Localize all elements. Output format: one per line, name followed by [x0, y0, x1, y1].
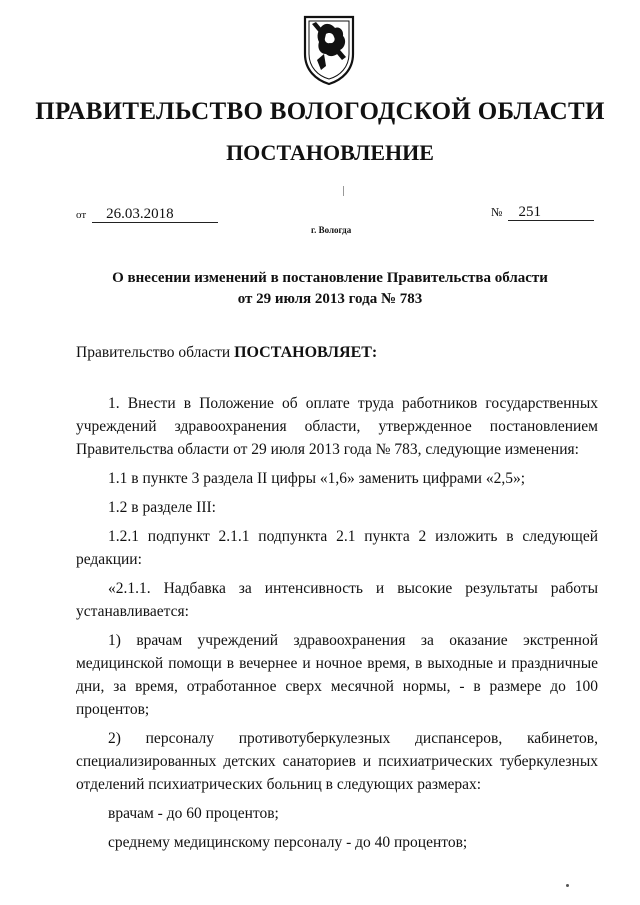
coat-of-arms-emblem: [302, 14, 356, 86]
city-name: г. Вологда: [311, 225, 352, 235]
date-value: 26.03.2018: [92, 206, 218, 223]
paragraph-5: «2.1.1. Надбавка за интенсивность и высокие результаты работы устанавливается:: [76, 580, 598, 620]
margin-tick: [343, 186, 344, 196]
paragraph-9: среднему медицинскому персоналу - до 40 процентов;: [108, 834, 468, 851]
paragraph-7: 2) персоналу противотуберкулезных диспансеров, кабинетов, специализированных детских санаториев и психиатрических туберкулезных отделений психиатрических больниц в следующих размерах:: [76, 730, 598, 793]
document-body: [76, 392, 598, 854]
document-subject: [60, 268, 600, 310]
scan-dot: [566, 884, 569, 887]
paragraph-4: 1.2.1 подпункт 2.1.1 подпункта 2.1 пункта 2 изложить в следующей редакции:: [76, 528, 598, 568]
decree-verb: ПОСТАНОВЛЯЕТ:: [234, 344, 378, 361]
number-label: №: [491, 205, 503, 219]
paragraph-2: 1.1 в пункте 3 раздела II цифры «1,6» заменить цифрами «2,5»;: [108, 470, 526, 487]
decree-prefix: Правительство области: [76, 344, 231, 361]
subject-line-2: от 29 июля 2013 года № 783: [237, 291, 423, 307]
paragraph-6: 1) врачам учреждений здравоохранения за оказание экстренной медицинской помощи в вечернее и ночное время, в выходные и праздничные дни, за время, отработанное сверх месячной нормы, - в размере до 100 процентов;: [76, 632, 598, 718]
decree-statement: [76, 344, 377, 362]
number-value: 251: [508, 204, 594, 221]
subject-line-1: О внесении изменений в постановление Правительства области: [112, 270, 548, 286]
date-label: от: [76, 209, 87, 221]
date-field: [76, 206, 218, 223]
number-field: [491, 204, 594, 221]
paragraph-1: 1. Внести в Положение об оплате труда работников государственных учреждений здравоохранения области, утвержденное постановлением Правительства области от 29 июля 2013 года № 783, следующие изменения:: [76, 395, 598, 458]
paragraph-3: 1.2 в разделе III:: [108, 499, 216, 516]
document-type: ПОСТАНОВЛЕНИЕ: [226, 140, 434, 165]
paragraph-8: врачам - до 60 процентов;: [108, 805, 279, 822]
government-title: ПРАВИТЕЛЬСТВО ВОЛОГОДСКОЙ ОБЛАСТИ: [35, 98, 605, 125]
